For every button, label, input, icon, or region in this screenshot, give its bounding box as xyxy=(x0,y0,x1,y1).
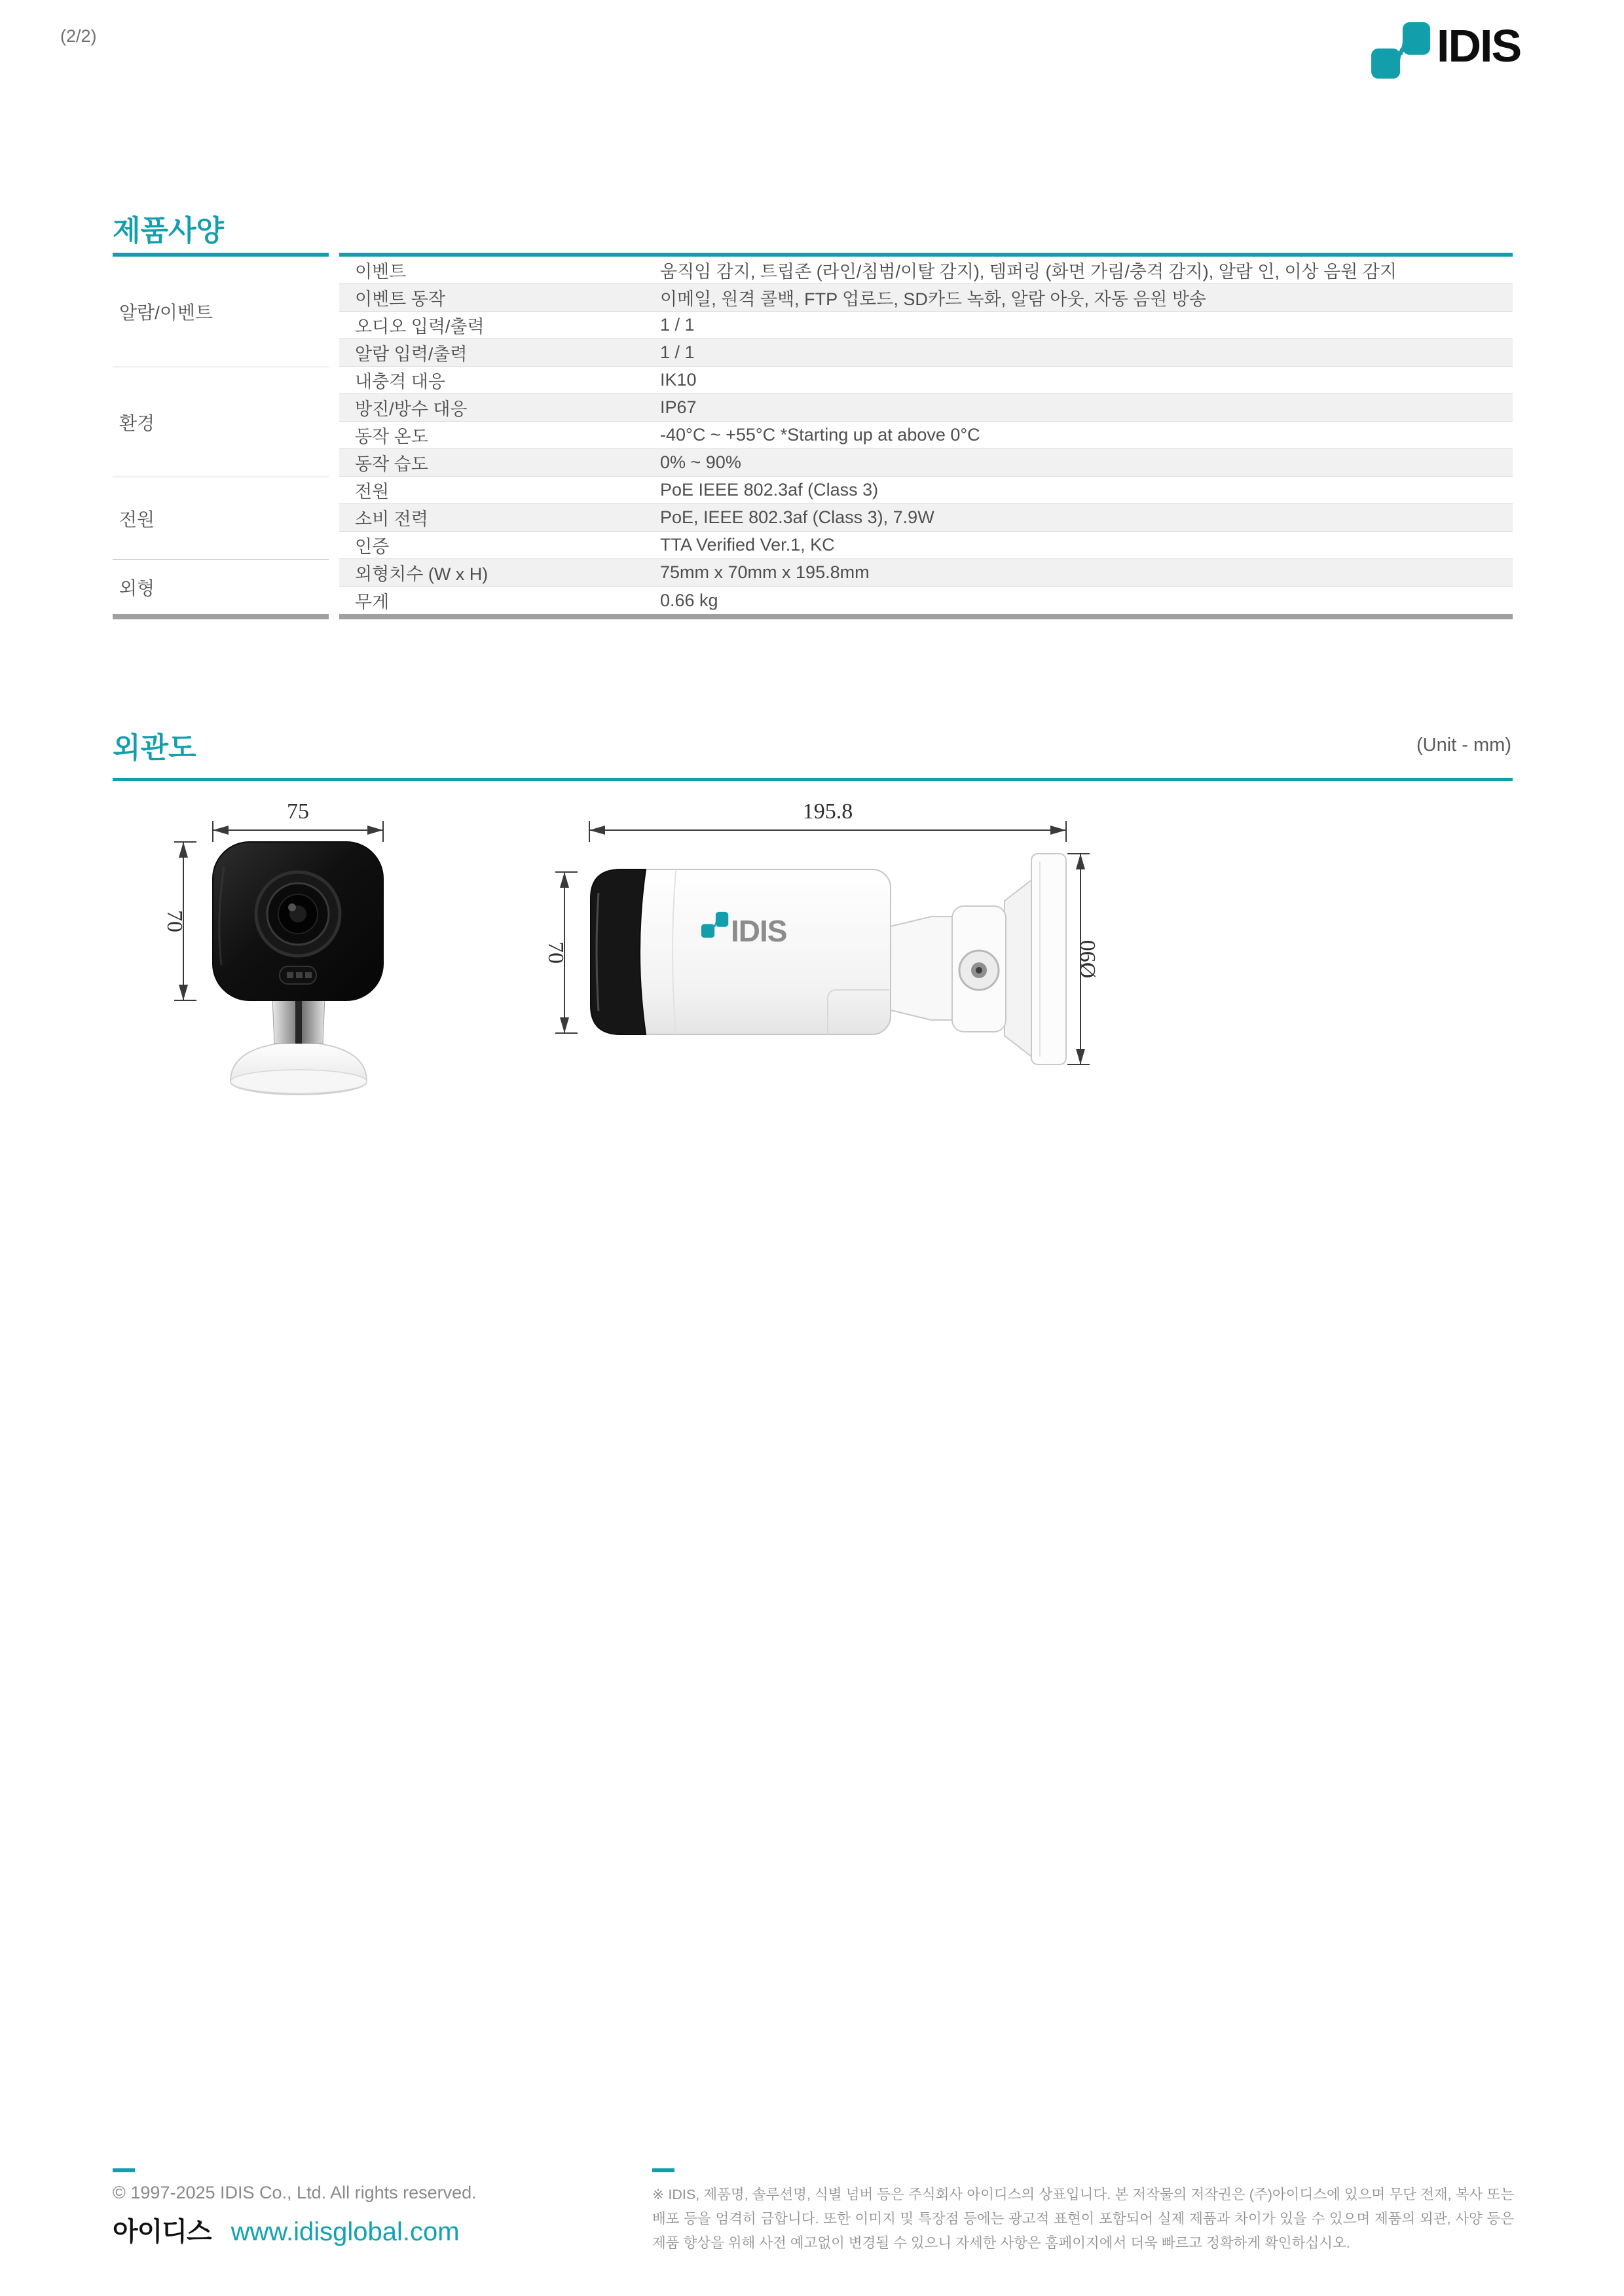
mount-cone xyxy=(1005,879,1033,1058)
table-row xyxy=(339,504,1513,532)
spec-label: 알람 입력/출력 xyxy=(355,344,468,364)
footer-right xyxy=(652,2168,1514,2255)
category-environment: 환경 xyxy=(113,367,329,477)
spec-value: IP67 xyxy=(660,397,697,417)
spec-rows xyxy=(339,253,1513,619)
spec-value: 움직임 감지, 트립존 (라인/침범/이탈 감지), 템퍼링 (화면 가림/충격 감지), 알람 인, 이상 음원 감지 xyxy=(660,262,1397,282)
spec-value: 0% ~ 90% xyxy=(660,452,741,472)
front-width-label: 75 xyxy=(287,801,309,824)
base-diameter-label: Ø90 xyxy=(1076,939,1100,979)
spec-table xyxy=(113,253,1513,619)
spec-label: 내충격 대응 xyxy=(355,372,445,392)
table-row xyxy=(339,422,1513,449)
footer-accent-dash xyxy=(113,2168,135,2172)
table-row xyxy=(339,284,1513,312)
spec-label: 전원 xyxy=(355,482,390,501)
company-name: 아이디스 xyxy=(113,2217,212,2246)
page-number: (2/2) xyxy=(60,26,97,46)
spec-label: 동작 습도 xyxy=(355,454,428,474)
spec-label: 외형치수 (W x H) xyxy=(355,564,489,584)
unit-note: (Unit - mm) xyxy=(1416,735,1511,756)
category-alarm-event: 알람/이벤트 xyxy=(119,302,213,323)
dimension-drawings xyxy=(113,801,1513,1097)
category-form: 외형 xyxy=(113,559,329,614)
spec-label: 인증 xyxy=(355,537,390,556)
spec-value: -40°C ~ +55°C *Starting up at above 0°C xyxy=(660,425,980,445)
spec-label: 오디오 입력/출력 xyxy=(355,317,485,337)
table-row xyxy=(339,367,1513,394)
table-row xyxy=(339,339,1513,367)
camera-lens xyxy=(256,872,340,956)
footer-left xyxy=(113,2168,637,2248)
spec-label: 무게 xyxy=(355,592,390,612)
camera-body xyxy=(631,869,891,1034)
table-row xyxy=(339,394,1513,422)
idis-logo xyxy=(1370,21,1521,80)
category-power: 전원 xyxy=(113,477,329,559)
legal-disclaimer: ※ IDIS, 제품명, 솔루션명, 식별 넘버 등은 주식회사 아이디스의 상표입니다. 본 저작물의 저작권은 (주)아이디스에 있으며 무단 전재, 복사 또는 배포 등을 엄격히 금합니다. 또한 이미지 및 특장점 등에는 광고적 표현이 포함되어 실제 제품과 차이가 있을 수 있으며 제품의 외관, 사양 등은 제품 향상을 위해 사전 예고없이 변경될 수 있으니 자세한 사항은 홈페이지에서 더욱 빠르고 정확하게 확인하십시오. xyxy=(652,2187,1514,2251)
table-row xyxy=(339,477,1513,504)
spec-category-column xyxy=(113,253,329,619)
spec-value: 1 / 1 xyxy=(660,315,695,335)
spec-label: 이벤트 동작 xyxy=(355,289,445,309)
copyright-text: © 1997-2025 IDIS Co., Ltd. All rights reserved. xyxy=(113,2183,477,2202)
front-width-dimension xyxy=(213,821,383,842)
table-row xyxy=(339,532,1513,559)
dimensions-section-title: 외관도 xyxy=(113,732,196,764)
spec-value: PoE IEEE 802.3af (Class 3) xyxy=(660,480,879,500)
table-row xyxy=(339,257,1513,284)
side-length-label: 195.8 xyxy=(802,801,853,824)
footer-accent-dash xyxy=(652,2168,674,2172)
spec-value: 75mm x 70mm x 195.8mm xyxy=(660,562,870,582)
spec-value: PoE, IEEE 802.3af (Class 3), 7.9W xyxy=(660,507,934,527)
website-link[interactable]: www.idisglobal.com xyxy=(231,2217,460,2246)
front-height-label: 70 xyxy=(162,910,187,932)
wall-plate xyxy=(1031,854,1066,1065)
spec-label: 소비 전력 xyxy=(355,509,428,529)
camera-side-view-drawing xyxy=(536,801,1100,1097)
spec-label: 동작 온도 xyxy=(355,427,428,446)
spec-value: 1 / 1 xyxy=(660,342,695,362)
idis-logo-mark-icon xyxy=(1370,21,1433,80)
spec-value: TTA Verified Ver.1, KC xyxy=(660,535,835,555)
table-row xyxy=(339,312,1513,339)
spec-value: 0.66 kg xyxy=(660,590,718,610)
section-divider xyxy=(113,778,1513,781)
table-row xyxy=(339,449,1513,477)
spec-value: IK10 xyxy=(660,370,697,390)
ir-sensor xyxy=(280,966,316,984)
idis-logo-text: IDIS xyxy=(1437,20,1521,71)
table-row xyxy=(339,587,1513,614)
side-length-dimension xyxy=(589,821,1066,842)
body-logo-text: IDIS xyxy=(731,914,787,948)
camera-front-view-drawing xyxy=(151,801,452,1097)
spec-value: 이메일, 원격 콜백, FTP 업로드, SD카드 녹화, 알람 아웃, 자동 음원 방송 xyxy=(660,289,1207,309)
side-height-label: 70 xyxy=(544,941,568,964)
spec-label: 이벤트 xyxy=(355,262,407,282)
mount-arm xyxy=(888,917,960,1020)
table-row xyxy=(339,559,1513,587)
spec-section-title: 제품사양 xyxy=(113,215,225,247)
spec-label: 방진/방수 대응 xyxy=(355,399,468,419)
